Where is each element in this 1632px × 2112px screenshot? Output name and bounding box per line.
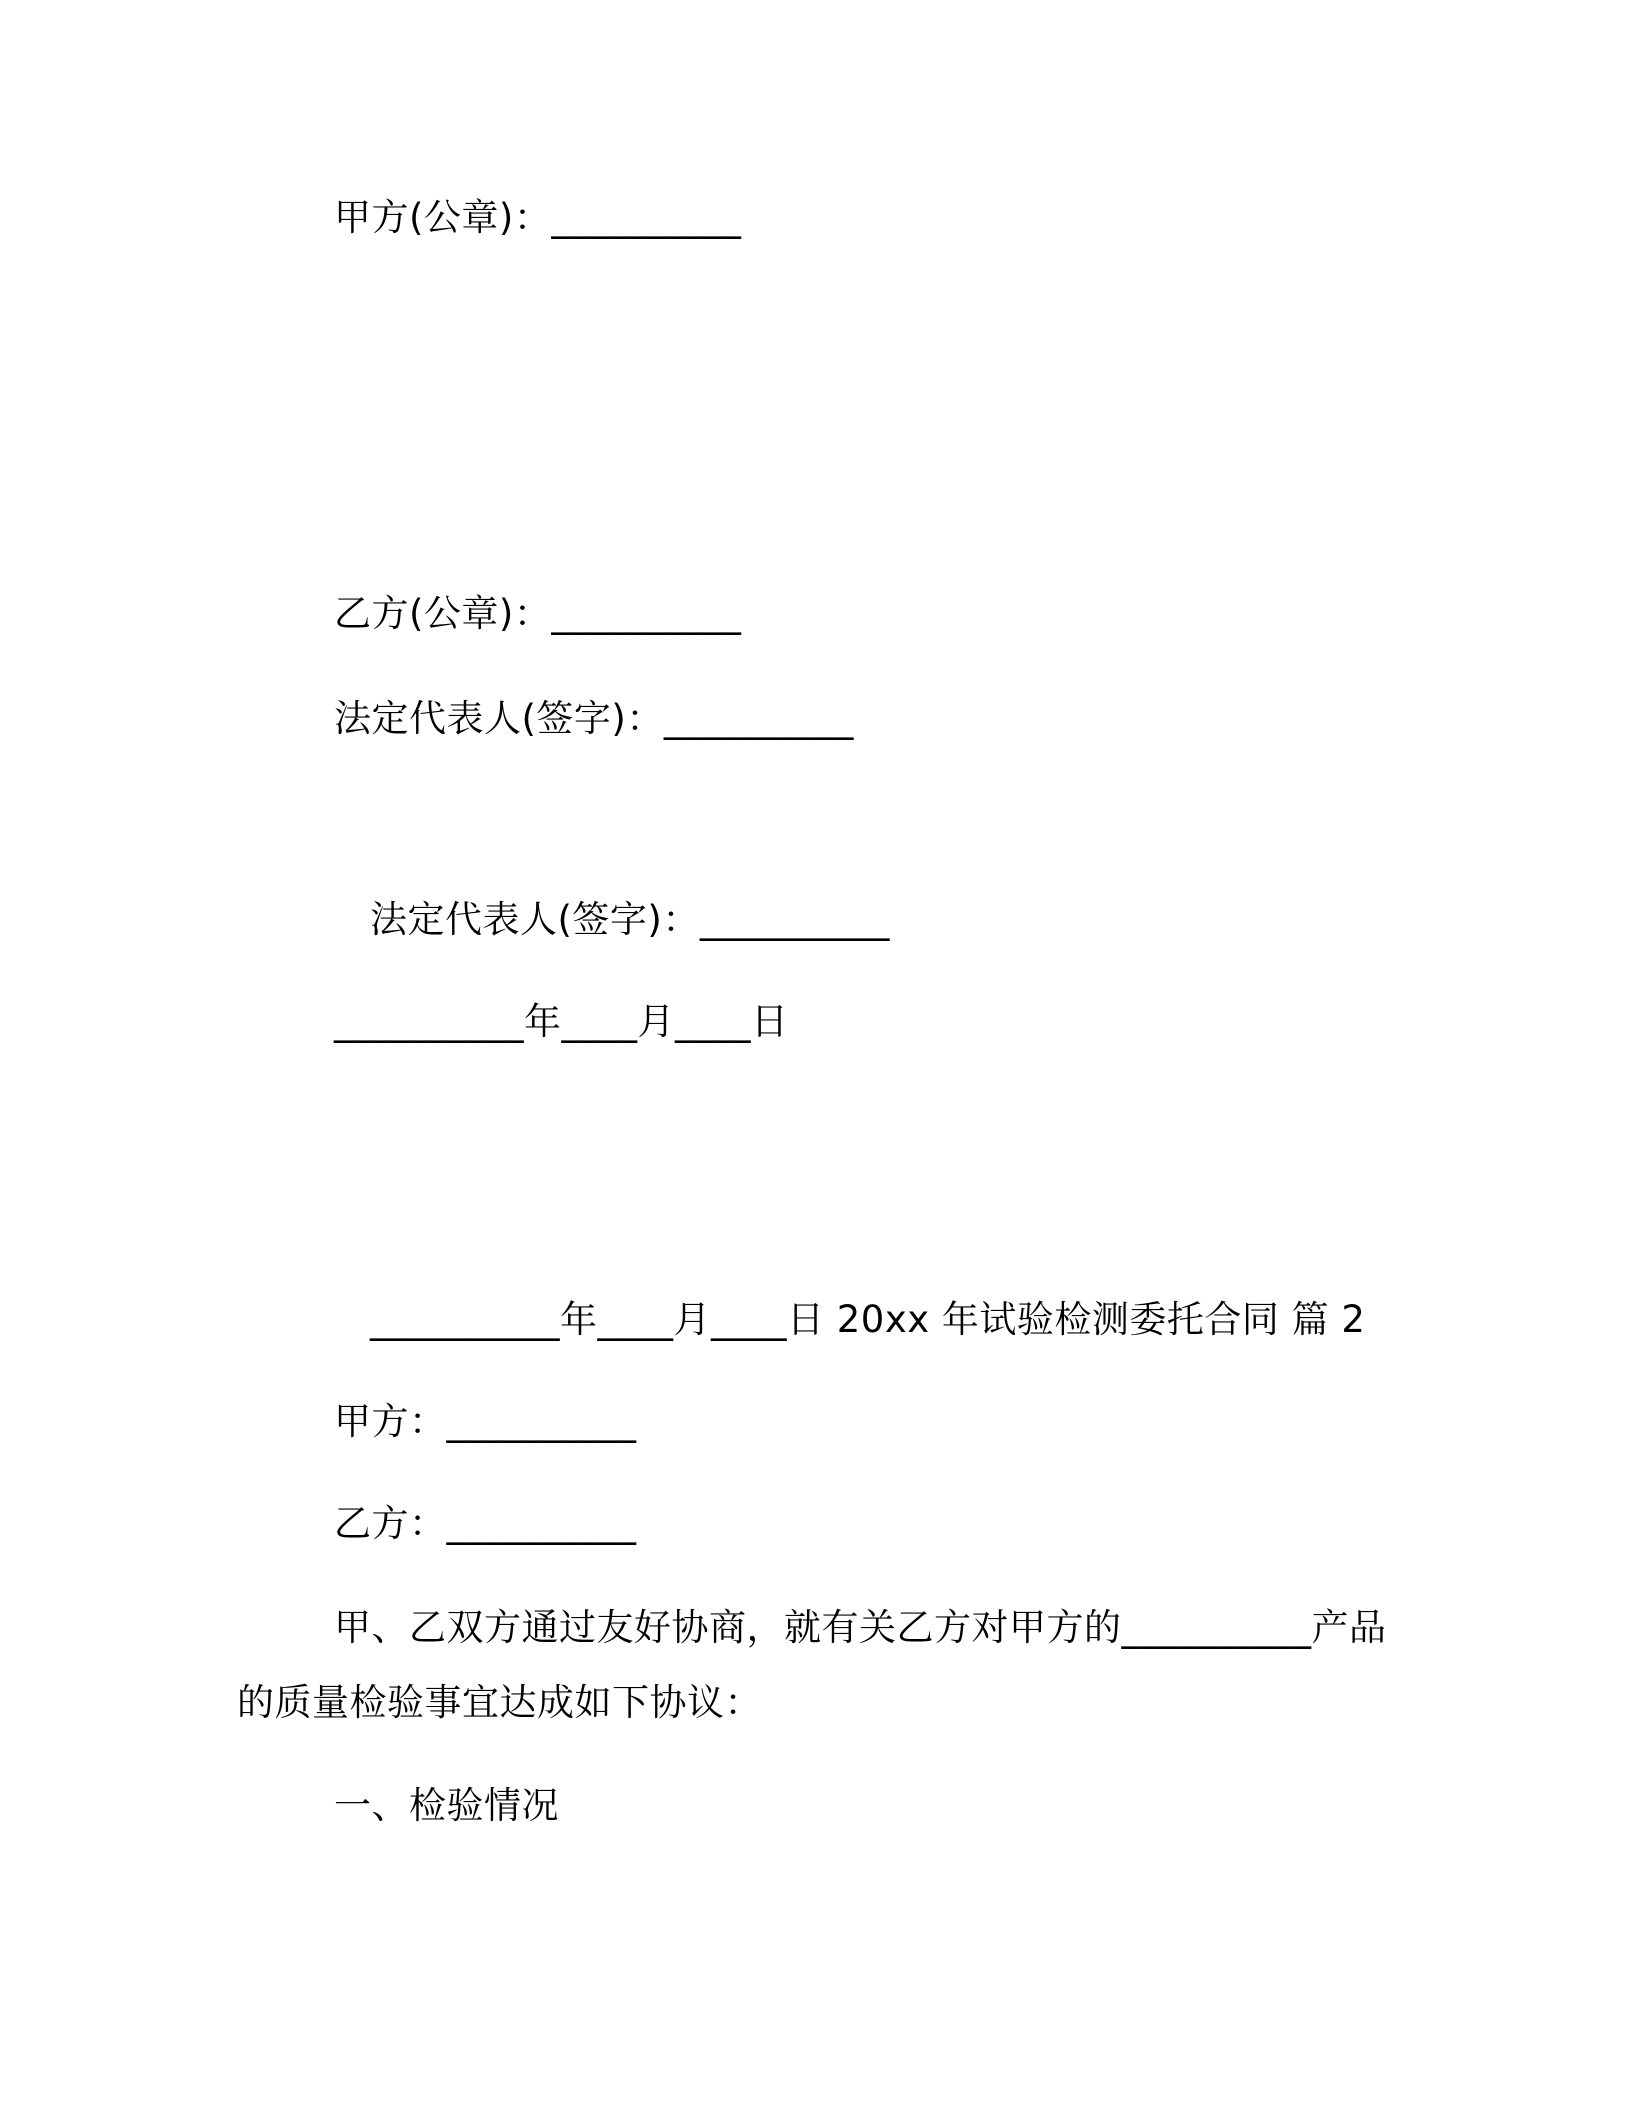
clause-heading: 一、检验情况 bbox=[334, 1784, 559, 1827]
paragraph-line: 的质量检验事宜达成如下协议： bbox=[237, 1681, 762, 1724]
party-a-seal-line: 甲方(公章)：__________ bbox=[334, 196, 742, 239]
paragraph-line: 甲、乙双方通过友好协商，就有关乙方对甲方的__________产品 bbox=[334, 1606, 1387, 1649]
legal-representative-signature-line: 法定代表人(签字)：__________ bbox=[370, 898, 890, 941]
section-heading: __________年____月____日 20xx 年试验检测委托合同 篇 2 bbox=[370, 1298, 1366, 1341]
party-b-line: 乙方：__________ bbox=[334, 1502, 637, 1545]
date-line: __________年____月____日 bbox=[334, 1000, 789, 1043]
legal-representative-signature-line: 法定代表人(签字)：__________ bbox=[334, 697, 854, 740]
party-b-seal-line: 乙方(公章)：__________ bbox=[334, 592, 742, 635]
party-a-line: 甲方：__________ bbox=[334, 1400, 637, 1443]
